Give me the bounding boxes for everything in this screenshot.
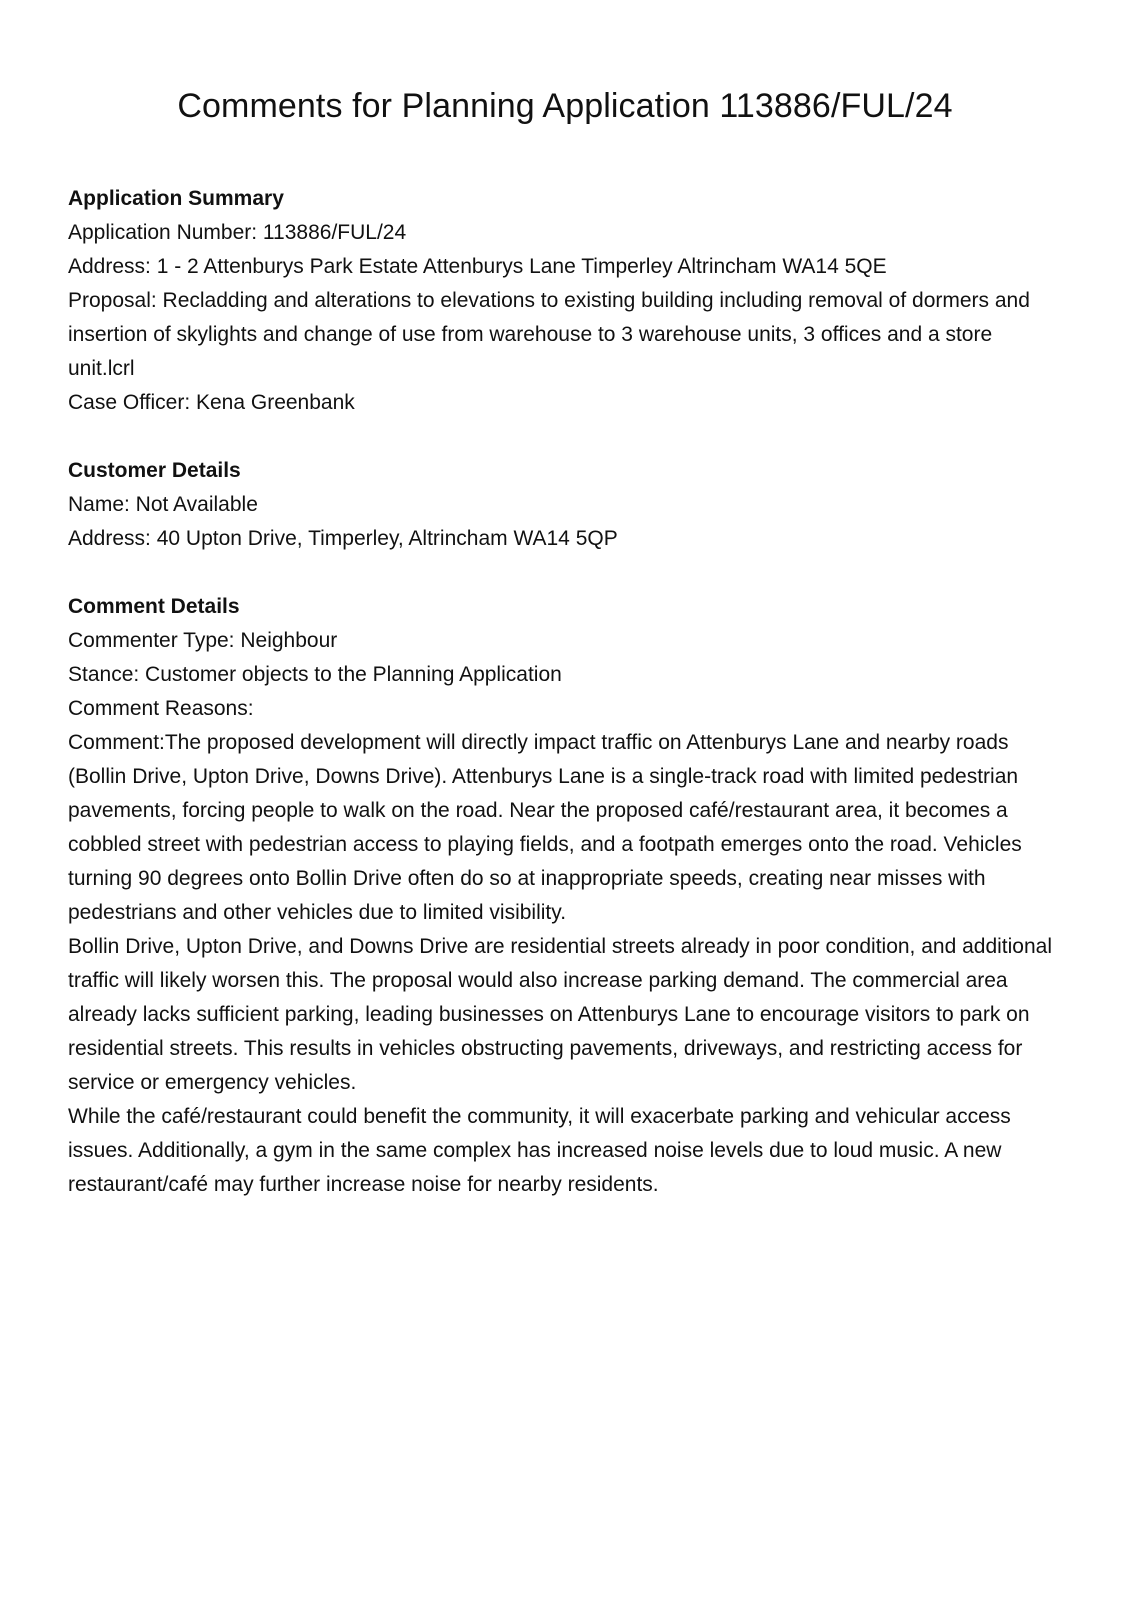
comment-details-heading: Comment Details: [68, 595, 240, 618]
customer-details-section: [68, 454, 1062, 556]
page-title: Comments for Planning Application 113886/FUL/24: [177, 87, 953, 125]
application-proposal: Proposal: Recladding and alterations to elevations to existing building including removal of dormers and insertion of skylights and change of use from warehouse to 3 warehouse units, 3 offices and a store unit.lcrl: [68, 289, 1030, 380]
customer-address: Address: 40 Upton Drive, Timperley, Altrincham WA14 5QP: [68, 527, 618, 550]
case-officer: Case Officer: Kena Greenbank: [68, 391, 355, 414]
application-address: Address: 1 - 2 Attenburys Park Estate Attenburys Lane Timperley Altrincham WA14 5QE: [68, 255, 887, 278]
comment-details-section: [68, 590, 1062, 1202]
application-summary-section: [68, 182, 1062, 420]
application-number: Application Number: 113886/FUL/24: [68, 221, 407, 244]
customer-details-heading: Customer Details: [68, 459, 241, 482]
commenter-type: Commenter Type: Neighbour: [68, 629, 338, 652]
comment-reasons: Comment Reasons:: [68, 697, 254, 720]
comment-paragraph-1: Comment:The proposed development will directly impact traffic on Attenburys Lane and nearby roads (Bollin Drive, Upton Drive, Downs Drive). Attenburys Lane is a single-track road with limited pedestrian pavements, forcing people to walk on the road. Near the proposed café/restaurant area, it becomes a cobbled street with pedestrian access to playing fields, and a footpath emerges onto the road. Vehicles turning 90 degrees onto Bollin Drive often do so at inappropriate speeds, creating near misses with pedestrians and other vehicles due to limited visibility.: [68, 731, 1022, 924]
comment-paragraph-3: While the café/restaurant could benefit the community, it will exacerbate parking and vehicular access issues. Additionally, a gym in the same complex has increased noise levels due to loud music. A new restaurant/café may further increase noise for nearby residents.: [68, 1105, 1011, 1196]
stance: Stance: Customer objects to the Planning Application: [68, 663, 562, 686]
application-summary-heading: Application Summary: [68, 187, 284, 210]
comment-paragraph-2: Bollin Drive, Upton Drive, and Downs Drive are residential streets already in poor condition, and additional traffic will likely worsen this. The proposal would also increase parking demand. The commercial area already lacks sufficient parking, leading businesses on Attenburys Lane to encourage visitors to park on residential streets. This results in vehicles obstructing pavements, driveways, and restricting access for service or emergency vehicles.: [68, 935, 1053, 1094]
customer-name: Name: Not Available: [68, 493, 258, 516]
